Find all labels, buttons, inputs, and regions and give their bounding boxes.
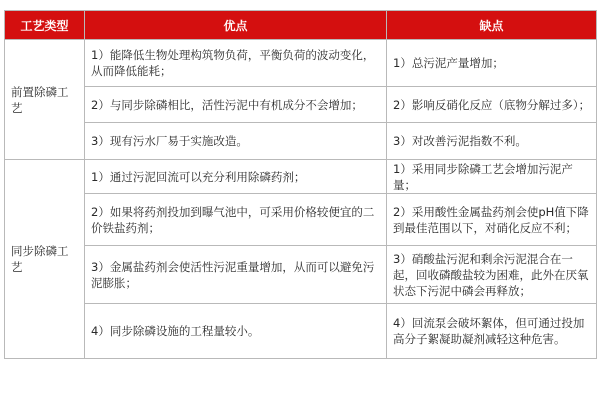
advantage-cell: 2）如果将药剂投加到曝气池中，可采用价格较便宜的二价铁盐药剂； xyxy=(85,194,387,246)
table-row xyxy=(5,246,597,304)
table-header-row xyxy=(5,11,597,40)
process-comparison-table xyxy=(4,10,597,359)
disadvantage-cell: 4）回流泵会破坏絮体，但可通过投加高分子絮凝助凝剂减轻这种危害。 xyxy=(387,304,597,359)
table-row xyxy=(5,194,597,246)
header-process-type: 工艺类型 xyxy=(5,11,85,40)
advantage-cell: 3）金属盐药剂会使活性污泥重量增加，从而可以避免污泥膨胀； xyxy=(85,246,387,304)
table-row xyxy=(5,160,597,194)
table-row xyxy=(5,87,597,123)
header-disadvantages: 缺点 xyxy=(387,11,597,40)
disadvantage-cell: 2）影响反硝化反应（底物分解过多）； xyxy=(387,87,597,123)
process-type-pre-phosphorus-removal: 前置除磷工艺 xyxy=(5,40,85,160)
comparison-table-container xyxy=(4,10,596,390)
advantage-cell: 1）通过污泥回流可以充分利用除磷药剂； xyxy=(85,160,387,194)
process-type-simultaneous-phosphorus-removal: 同步除磷工艺 xyxy=(5,160,85,359)
advantage-cell: 3）现有污水厂易于实施改造。 xyxy=(85,123,387,160)
advantage-cell: 4）同步除磷设施的工程量较小。 xyxy=(85,304,387,359)
table-row xyxy=(5,40,597,87)
disadvantage-cell: 2）采用酸性金属盐药剂会使pH值下降到最佳范围以下，对硝化反应不利； xyxy=(387,194,597,246)
table-row xyxy=(5,123,597,160)
disadvantage-cell: 1）采用同步除磷工艺会增加污泥产量； xyxy=(387,160,597,194)
disadvantage-cell: 3）硝酸盐污泥和剩余污泥混合在一起，回收磷酸盐较为困难，此外在厌氧状态下污泥中磷会再释放； xyxy=(387,246,597,304)
table-row xyxy=(5,304,597,359)
advantage-cell: 1）能降低生物处理构筑物负荷，平衡负荷的波动变化，从而降低能耗； xyxy=(85,40,387,87)
advantage-cell: 2）与同步除磷相比，活性污泥中有机成分不会增加； xyxy=(85,87,387,123)
header-advantages: 优点 xyxy=(85,11,387,40)
disadvantage-cell: 1）总污泥产量增加； xyxy=(387,40,597,87)
disadvantage-cell: 3）对改善污泥指数不利。 xyxy=(387,123,597,160)
